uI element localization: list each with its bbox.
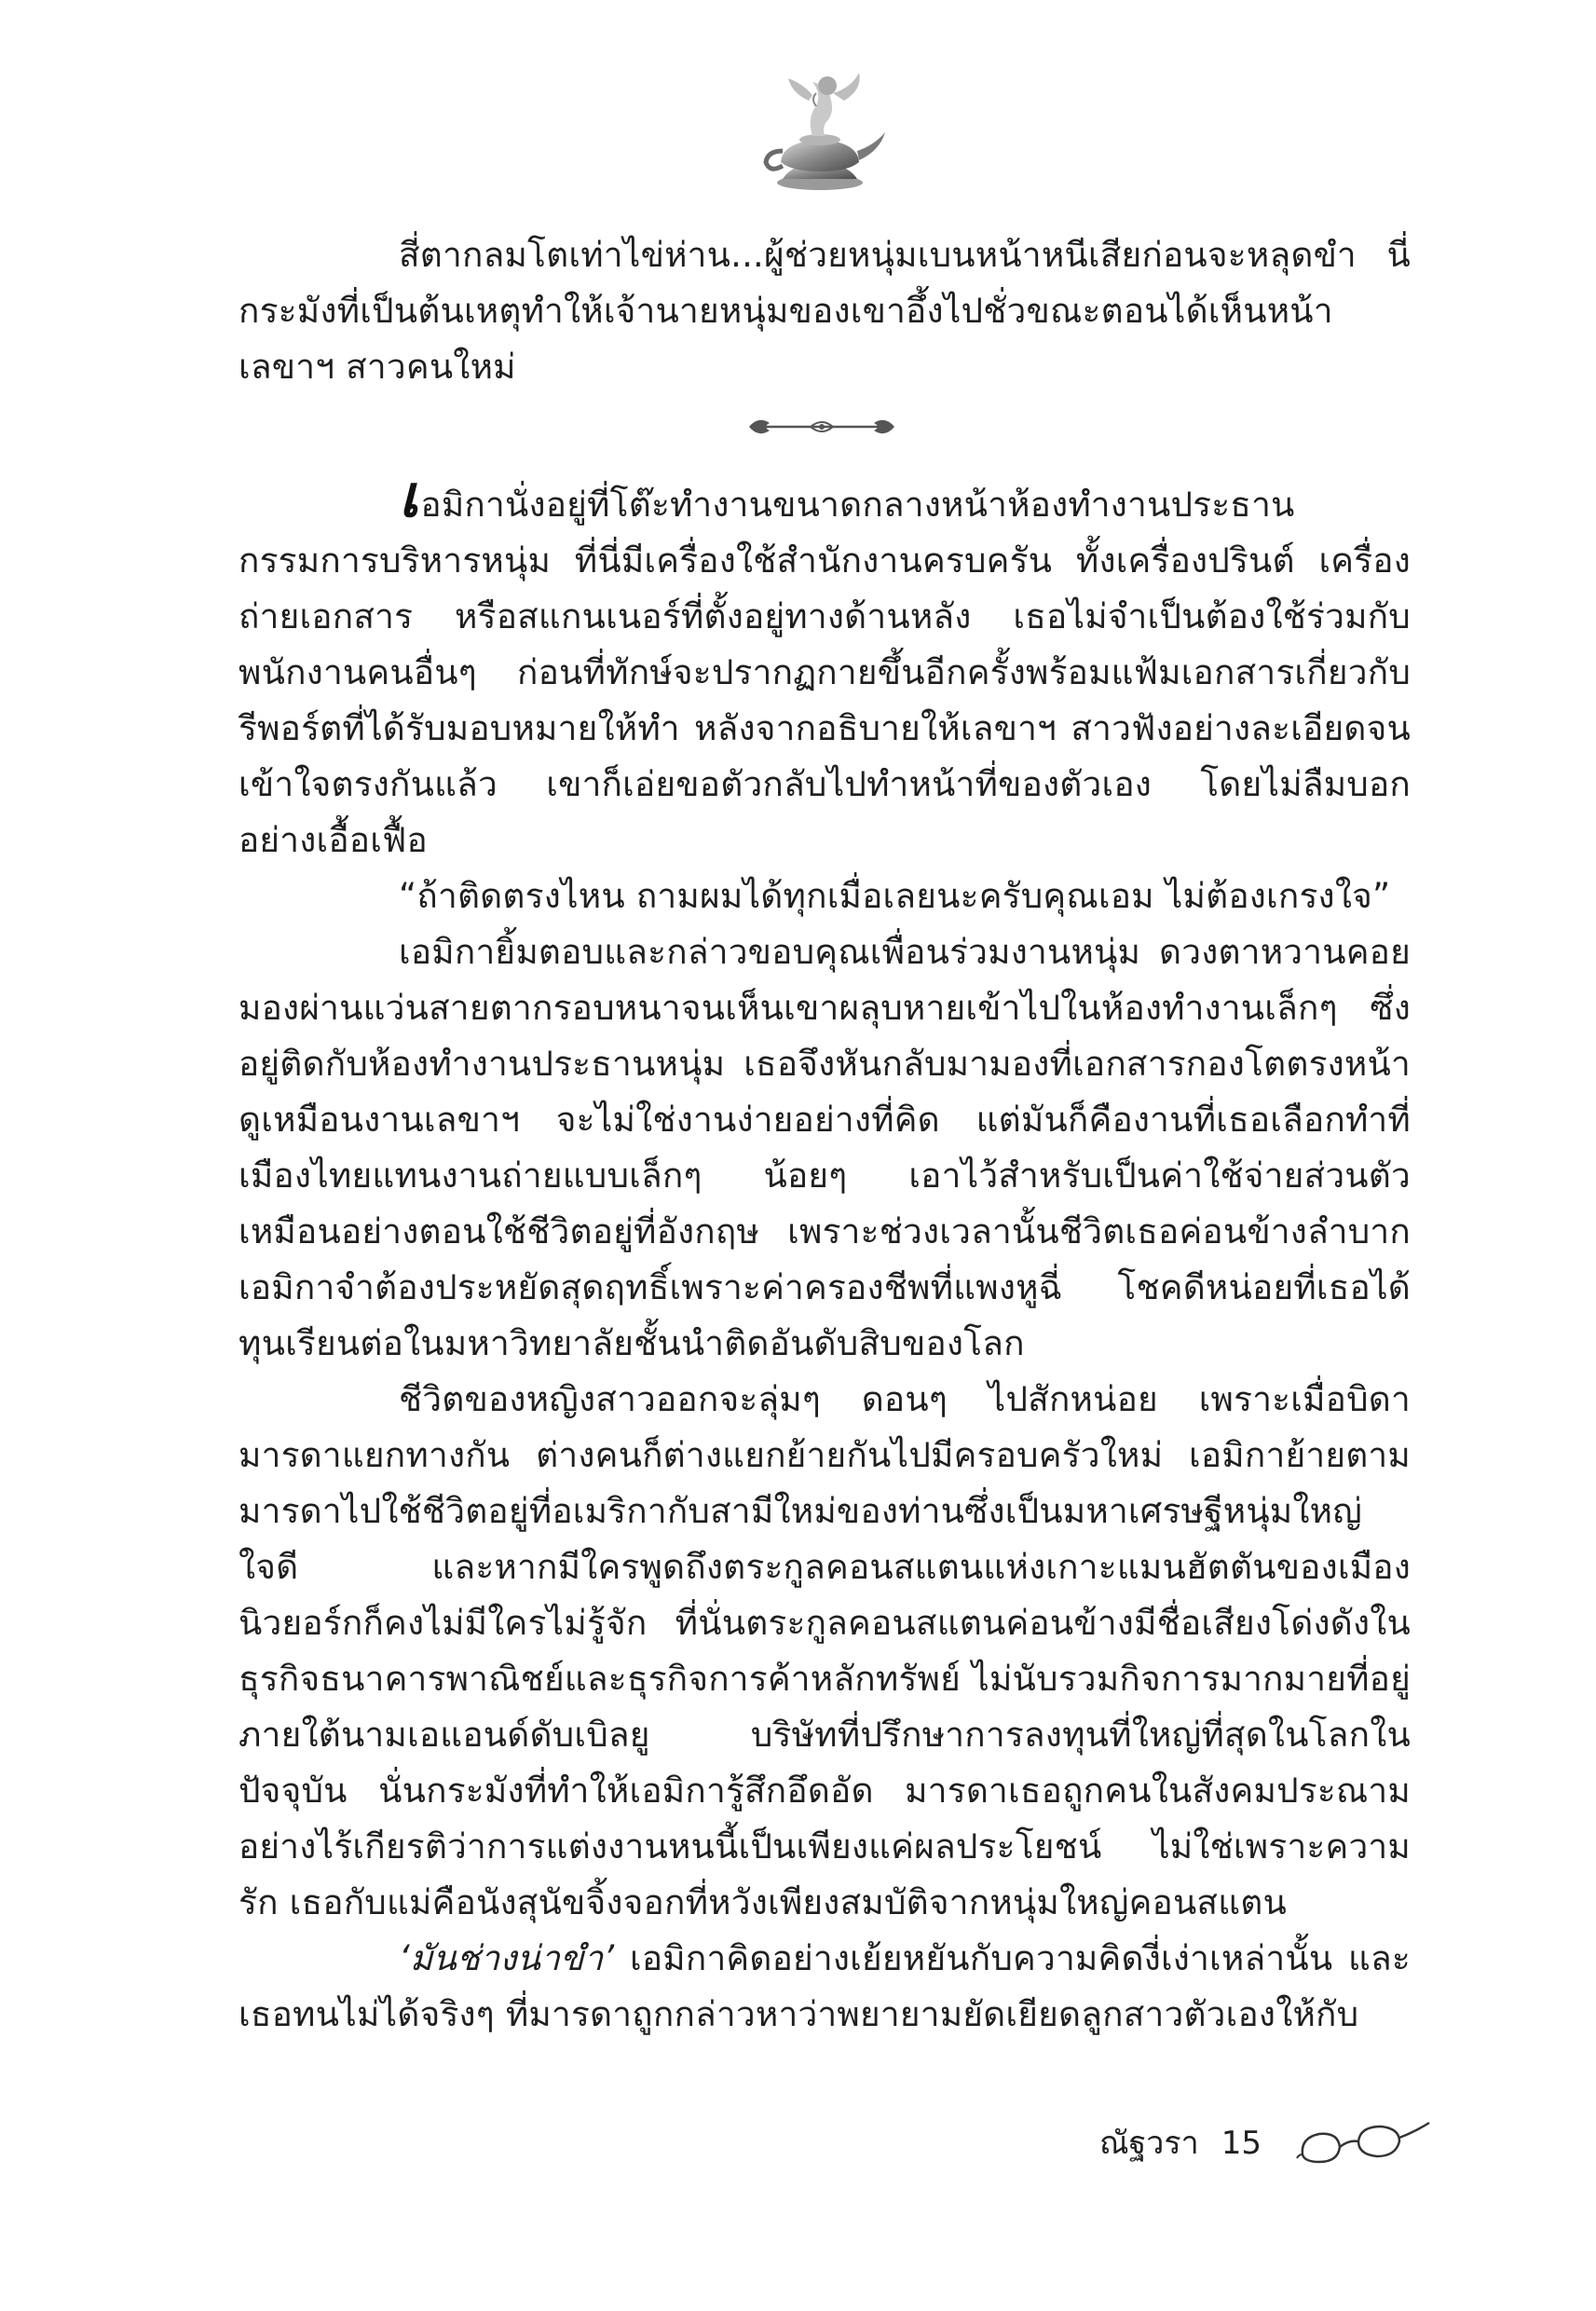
eyeglasses-icon (1295, 2113, 1435, 2169)
page-footer (1099, 2115, 1284, 2171)
author-name: ณัฐวรา (1099, 2125, 1199, 2162)
drop-cap: เ (399, 462, 419, 530)
paragraph-2: “ถ้าติดตรงไหน ถามผมได้ทุกเมื่อเลยนะครับคุณเอม ไม่ต้องเกรงใจ” (399, 876, 1391, 916)
page-number: 15 (1221, 2125, 1262, 2162)
paragraph-1 (239, 462, 1411, 868)
italic-quote: ‘มันช่างน่าขำ’ (399, 1938, 615, 1978)
ornamental-divider-icon (742, 410, 902, 444)
paragraph-5 (239, 1931, 1411, 2043)
paragraph-5-text: เอมิกาคิดอย่างเย้ยหยันกับความคิดงี่เง่าเหล่านั้น และเธอทนไม่ได้จริงๆ ที่มารดาถูกกล่าวหาว่าพยายามยัดเยียดลูกสาวตัวเองให้กับ (239, 1938, 1411, 2034)
paragraph-1-text: อมิกานั่งอยู่ที่โต๊ะทำงานขนาดกลางหน้าห้องทำงานประธานกรรมการบริหารหนุ่ม ที่นี่มีเครื่องใช้สำนักงานครบครัน ทั้งเครื่องปรินต์ เครื่องถ่ายเอกสาร หรือสแกนเนอร์ที่ตั้งอยู่ทางด้านหลัง เธอไม่จำเป็นต้องใช้ร่วมกับพนักงานคนอื่นๆ ก่อนที่ทักษ์จะปรากฏกายขึ้นอีกครั้งพร้อมแฟ้มเอกสารเกี่ยวกับรีพอร์ตที่ได้รับมอบหมายให้ทำ หลังจากอธิบายให้เลขาฯ สาวฟังอย่างละเอียดจนเข้าใจตรงกันแล้ว เขาก็เอ่ยขอตัวกลับไปทำหน้าที่ของตัวเอง โดยไม่ลืมบอกอย่างเอื้อเฟื้อ (239, 485, 1411, 860)
genie-lamp-icon (755, 62, 894, 201)
intro-paragraph: สี่ตากลมโตเท่าไข่ห่าน...ผู้ช่วยหนุ่มเบนหน้าหนีเสียก่อนจะหลุดขำ นี่กระมังที่เป็นต้นเหตุทำให้เจ้านายหนุ่มของเขาอึ้งไปชั่วขณะตอนได้เห็นหน้าเลขาฯ สาวคนใหม่ (239, 235, 1411, 387)
paragraph-4: ชีวิตของหญิงสาวออกจะลุ่มๆ ดอนๆ ไปสักหน่อย เพราะเมื่อบิดามารดาแยกทางกัน ต่างคนก็ต่างแยกย้ายกันไปมีครอบครัวใหม่ เอมิกาย้ายตามมารดาไปใช้ชีวิตอยู่ที่อเมริกากับสามีใหม่ของท่านซึ่งเป็นมหาเศรษฐีหนุ่มใหญ่ใจดี และหากมีใครพูดถึงตระกูลคอนสแตนแห่งเกาะแมนฮัตตันของเมืองนิวยอร์กก็คงไม่มีใครไม่รู้จัก ที่นั่นตระกูลคอนสแตนค่อนข้างมีชื่อเสียงโด่งดังในธุรกิจธนาคารพาณิชย์และธุรกิจการค้าหลักทรัพย์ ไม่นับรวมกิจการมากมายที่อยู่ภายใต้นามเอแอนด์ดับเบิลยู บริษัทที่ปรึกษาการลงทุนที่ใหญ่ที่สุดในโลกในปัจจุบัน นั่นกระมังที่ทำให้เอมิการู้สึกอึดอัด มารดาเธอถูกคนในสังคมประณามอย่างไร้เกียรติว่าการแต่งงานหนนี้เป็นเพียงแค่ผลประโยชน์ ไม่ใช่เพราะความรัก เธอกับแม่คือนังสุนัขจิ้งจอกที่หวังเพียงสมบัติจากหนุ่มใหญ่คอนสแตน (239, 1379, 1411, 1922)
intro-section (239, 227, 1411, 395)
paragraph-3: เอมิกายิ้มตอบและกล่าวขอบคุณเพื่อนร่วมงานหนุ่ม ดวงตาหวานคอยมองผ่านแว่นสายตากรอบหนาจนเห็นเขาผลุบหายเข้าไปในห้องทำงานเล็กๆ ซึ่งอยู่ติดกับห้องทำงานประธานหนุ่ม เธอจึงหันกลับมามองที่เอกสารกองโตตรงหน้า ดูเหมือนงานเลขาฯ จะไม่ใช่งานง่ายอย่างที่คิด แต่มันก็คืองานที่เธอเลือกทำที่เมืองไทยแทนงานถ่ายแบบเล็กๆ น้อยๆ เอาไว้สำหรับเป็นค่าใช้จ่ายส่วนตัวเหมือนอย่างตอนใช้ชีวิตอยู่ที่อังกฤษ เพราะช่วงเวลานั้นชีวิตเธอค่อนข้างลำบาก เอมิกาจำต้องประหยัดสุดฤทธิ์เพราะค่าครองชีพที่แพงหูฉี่ โชคดีหน่อยที่เธอได้ทุนเรียนต่อในมหาวิทยาลัยชั้นนำติดอันดับสิบของโลก (239, 932, 1411, 1363)
main-text (239, 462, 1411, 2043)
